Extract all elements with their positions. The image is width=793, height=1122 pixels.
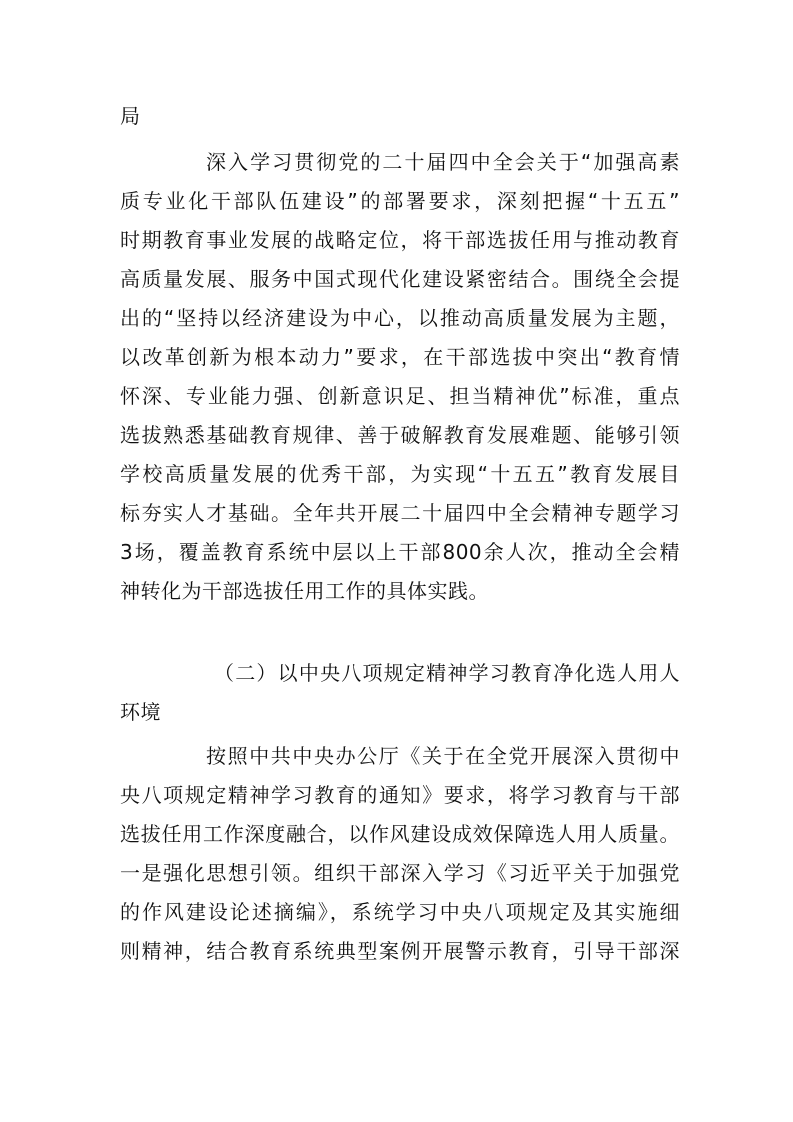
paragraph-2-line-5: 的作风建设论述摘编》，系统学习中央八项规定及其实施细	[120, 900, 680, 924]
paragraph-1-line-5: 出的“坚持以经济建设为中心，以推动高质量发展为主题，	[120, 306, 680, 330]
paragraph-1-line-2: 质专业化干部队伍建设”的部署要求，深刻把握“十五五”	[120, 189, 680, 213]
paragraph-2-line-2: 央八项规定精神学习教育的通知》要求，将学习教育与干部	[120, 783, 680, 807]
paragraph-1-line-9: 学校高质量发展的优秀干部，为实现“十五五”教育发展目	[120, 462, 680, 486]
section-2-heading-line-2: 环境	[120, 700, 161, 724]
paragraph-1-line-6: 以改革创新为根本动力”要求，在干部选拔中突出“教育情	[120, 345, 680, 369]
paragraph-2-line-4: 一是强化思想引领。组织干部深入学习《习近平关于加强党	[120, 861, 680, 885]
paragraph-1-line-8: 选拔熟悉基础教育规律、善于破解教育发展难题、能够引领	[120, 423, 680, 447]
paragraph-1-line-11: 3场，覆盖教育系统中层以上干部800余人次，推动全会精	[120, 540, 680, 564]
paragraph-1-line-3: 时期教育事业发展的战略定位，将干部选拔任用与推动教育	[120, 228, 680, 252]
paragraph-2-line-3: 选拔任用工作深度融合，以作风建设成效保障选人用人质量。	[120, 822, 680, 846]
paragraph-1-line-1: 深入学习贯彻党的二十届四中全会关于“加强高素	[206, 150, 680, 174]
paragraph-1-line-4: 高质量发展、服务中国式现代化建设紧密结合。围绕全会提	[120, 267, 680, 291]
paragraph-1-line-12: 神转化为干部选拔任用工作的具体实践。	[120, 579, 489, 603]
paragraph-2-line-6: 则精神，结合教育系统典型案例开展警示教育，引导干部深	[120, 939, 680, 963]
section-2-heading-line-1: （二）以中央八项规定精神学习教育净化选人用人	[214, 661, 680, 685]
paragraph-1-line-10: 标夯实人才基础。全年共开展二十届四中全会精神专题学习	[120, 501, 680, 525]
paragraph-2-line-1: 按照中共中央办公厅《关于在全党开展深入贯彻中	[206, 744, 680, 768]
paragraph-1-line-7: 怀深、专业能力强、创新意识足、担当精神优”标准，重点	[120, 384, 680, 408]
continuation-line: 局	[120, 104, 141, 128]
